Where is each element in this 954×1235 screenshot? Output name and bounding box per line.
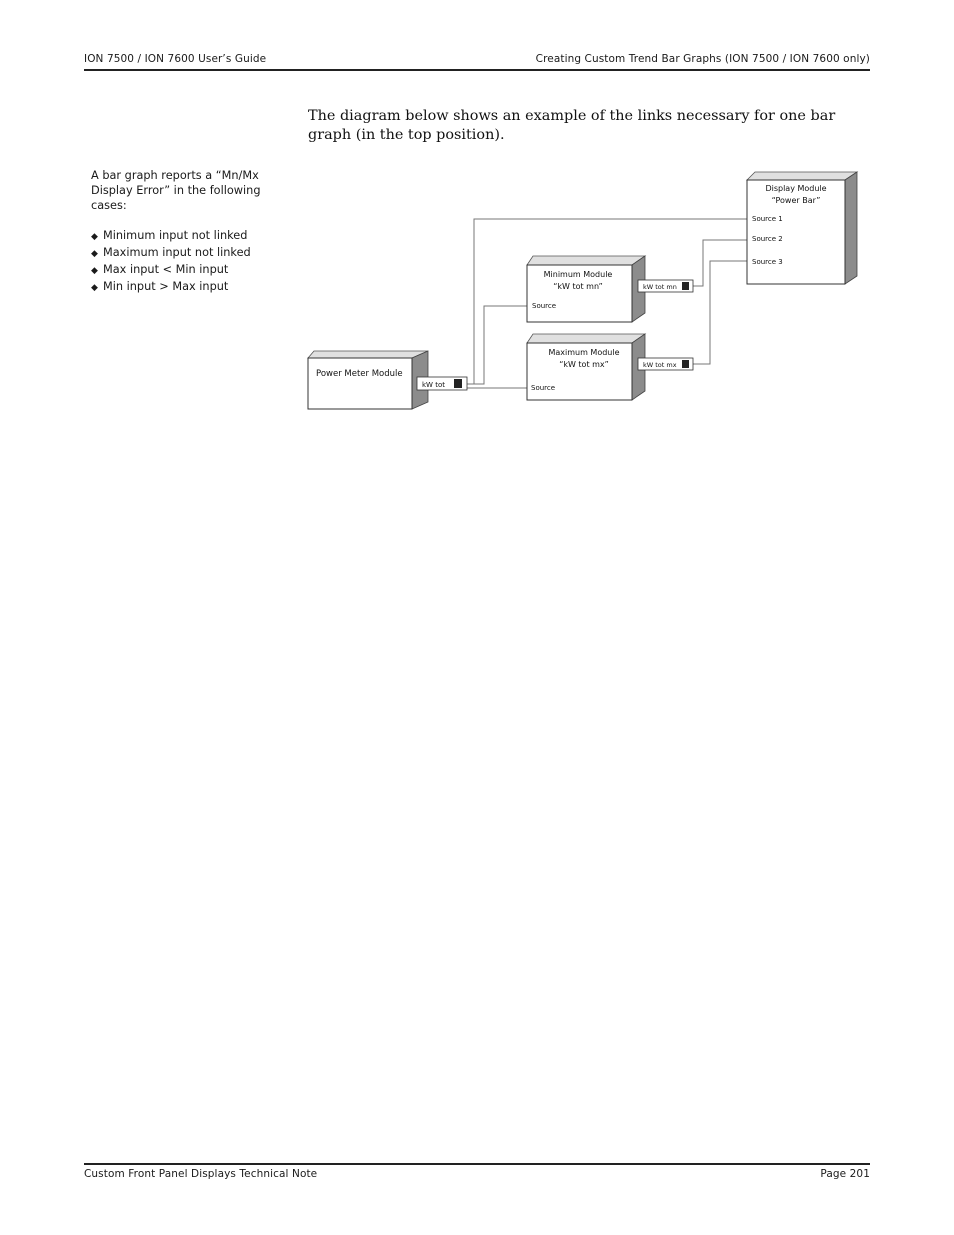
power-meter-title: Power Meter Module <box>316 369 403 379</box>
minimum-title-line1: Minimum Module <box>543 270 613 279</box>
minimum-module <box>527 256 693 322</box>
list-item: ◆ Min input > Max input <box>91 279 266 296</box>
body-paragraph: The diagram below shows an example of the links necessary for one bar graph (in the top position). <box>308 108 836 143</box>
diamond-bullet-icon: ◆ <box>91 283 98 293</box>
display-title-line2: “Power Bar” <box>771 196 821 205</box>
box-top-face <box>527 256 645 265</box>
list-item: ◆ Minimum input not linked <box>91 228 266 245</box>
kw-tot-mn-label: kW tot mn <box>643 283 677 291</box>
display-module <box>747 172 857 284</box>
box-front-face <box>308 358 412 409</box>
output-handle-icon <box>682 360 689 368</box>
power-meter-module <box>308 351 467 409</box>
box-top-face <box>747 172 857 180</box>
diamond-bullet-icon: ◆ <box>91 249 98 259</box>
link-min-to-source2 <box>693 240 748 286</box>
display-source-1-label: Source 1 <box>752 215 783 223</box>
maximum-title-line1: Maximum Module <box>548 348 620 357</box>
header-guide-title: ION 7500 / ION 7600 User’s Guide <box>84 53 267 65</box>
kw-tot-mx-label: kW tot mx <box>643 361 677 369</box>
box-top-face <box>527 334 645 343</box>
footer-document-title: Custom Front Panel Displays Technical Note <box>84 1168 318 1180</box>
output-handle-icon <box>454 379 462 388</box>
box-top-face <box>308 351 428 358</box>
header-section-title: Creating Custom Trend Bar Graphs (ION 7500 / ION 7600 only) <box>535 53 870 65</box>
list-item: ◆ Max input < Min input <box>91 262 266 279</box>
footer-rule <box>84 1163 870 1165</box>
maximum-module <box>527 334 693 400</box>
minimum-source-label: Source <box>532 302 557 310</box>
sidebar-note-intro: A bar graph reports a “Mn/Mx Display Error” in the following cases: <box>91 169 261 212</box>
display-source-2-label: Source 2 <box>752 235 783 243</box>
link-kwtot-to-min-source <box>467 306 527 384</box>
display-title-line1: Display Module <box>765 184 827 193</box>
diamond-bullet-icon: ◆ <box>91 232 98 242</box>
minimum-title-line2: “kW tot mn” <box>553 282 603 291</box>
link-max-to-source3 <box>693 261 748 364</box>
maximum-title-line2: “kW tot mx” <box>559 360 609 369</box>
diamond-bullet-icon: ◆ <box>91 266 98 276</box>
list-item: ◆ Maximum input not linked <box>91 245 266 262</box>
box-side-face <box>845 172 857 284</box>
kw-tot-label: kW tot <box>422 381 445 389</box>
output-handle-icon <box>682 282 689 290</box>
maximum-source-label: Source <box>531 384 556 392</box>
page-number: Page 201 <box>820 1168 870 1180</box>
display-source-3-label: Source 3 <box>752 258 783 266</box>
